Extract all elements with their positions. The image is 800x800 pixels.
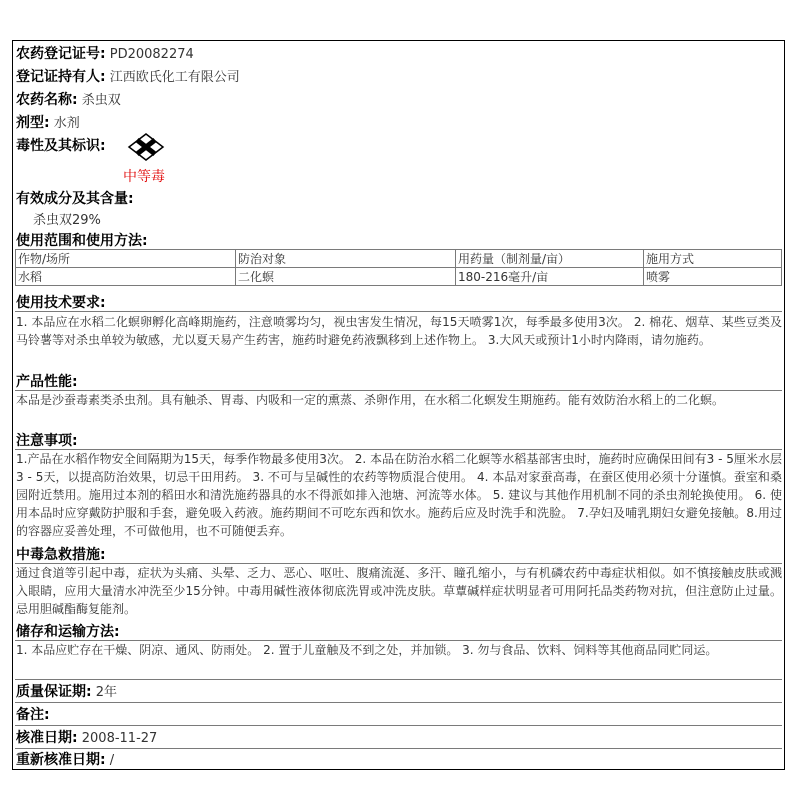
holder-label: 登记证持有人:: [16, 69, 106, 85]
divider: [15, 679, 782, 680]
reapprove-value: /: [109, 753, 115, 768]
reapprove-label: 重新核准日期:: [16, 752, 106, 768]
table-row: [16, 268, 782, 286]
divider: [15, 748, 782, 749]
aid-label: 中毒急救措施:: [16, 547, 106, 563]
toxicity-diamond-icon: [126, 132, 166, 162]
ingredient-label: 有效成分及其含量:: [16, 191, 134, 207]
reapprove-row: [16, 749, 114, 769]
usage-label: 使用范围和使用方法:: [16, 233, 148, 249]
storage-text: 1. 本品应贮存在干燥、阴凉、通风、防雨处。 2. 置于儿童触及不到之处，并加锁。 3. 勿与食品、饮料、饲料等其他商品同贮同运。: [16, 643, 718, 657]
registration-sheet: [12, 40, 785, 770]
notes-label: 注意事项:: [16, 433, 78, 449]
toxicity-label: 毒性及其标识:: [16, 138, 106, 154]
notes-text: 1.产品在水稻作物安全间隔期为15天，每季作物最多使用3次。 2. 本品在防治水稻二化螟等水稻基部害虫时，施药时应确保田间有3 - 5厘米水层3 - 5天，以提高防治效果，切忌干田用药。 3. 不可与呈碱性的农药等物质混合使用。 4. 本品对家蚕高毒，在蚕区使用必须十分谨慎。蚕室和桑园附近禁用。施用过本剂的稻田水和清洗施药器具的水不得派如排入池塘、河流等水体。 5. 建议与其他作用机制不同的杀虫剂轮换使用。 6. 使用本品时应穿戴防护服和手套，避免吸入药液。施药期间不可吃东西和饮水。施药后应及时洗手和洗脸。 7.孕妇及哺乳期妇女避免接触。8.用过的容器应妥善处理，不可做他用，也不可随便丢弃。: [16, 452, 782, 538]
holder-value: 江西欧氏化工有限公司: [109, 70, 240, 85]
ingredient-row: [16, 188, 134, 208]
divider: [15, 311, 782, 312]
cell-target: 二化螟: [236, 268, 456, 286]
reg-no-label: 农药登记证号:: [16, 46, 106, 62]
usage-table: [15, 249, 782, 286]
divider: [15, 725, 782, 726]
form-row: [16, 112, 80, 132]
tech-text: 1. 本品应在水稻二化螟卵孵化高峰期施药，注意喷雾均匀，视虫害发生情况，每15天喷雾1次，每季最多使用3次。 2. 棉花、烟草、某些豆类及马铃薯等对杀虫单较为敏感，尤以夏天易产生药害，施药时避免药液飘移到上述作物上。 3.大风天或预计1小时内降雨，请勿施药。: [16, 315, 782, 347]
aid-text: 通过食道等引起中毒，症状为头痛、头晕、乏力、恶心、呕吐、腹痛流涎、多汗、瞳孔缩小，与有机磷农药中毒症状相似。如不慎接触皮肤或溅入眼睛，应用大量清水冲洗至少15分钟。中毒用碱性液体彻底洗胃或冲洗皮肤。草蕈碱样症状明显者可用阿托品类药物对抗，但注意防止过量。忌用胆碱酯酶复能剂。: [16, 566, 782, 616]
name-label: 农药名称:: [16, 92, 78, 108]
header-dosage: 用药量（制剂量/亩）: [456, 250, 644, 268]
shelf-value: 2年: [95, 685, 118, 700]
ingredient-value: 杀虫双29%: [33, 213, 101, 228]
header-crop: 作物/场所: [16, 250, 236, 268]
approve-row: [16, 727, 157, 747]
cell-crop: 水稻: [16, 268, 236, 286]
header-method: 施用方式: [644, 250, 782, 268]
holder-row: [16, 66, 240, 86]
name-value: 杀虫双: [81, 93, 121, 108]
toxicity-row: [16, 135, 106, 155]
cell-method: 喷雾: [644, 268, 782, 286]
shelf-row: [16, 681, 117, 701]
approve-value: 2008-11-27: [81, 731, 158, 746]
reg-no-row: [16, 43, 194, 63]
reg-no-value: PD20082274: [109, 47, 194, 62]
divider: [15, 702, 782, 703]
header-target: 防治对象: [236, 250, 456, 268]
perf-label: 产品性能:: [16, 374, 78, 390]
name-row: [16, 89, 121, 109]
table-header-row: [16, 250, 782, 268]
perf-text: 本品是沙蚕毒素类杀虫剂。具有触杀、胃毒、内吸和一定的熏蒸、杀卵作用，在水稻二化螟发生期施药。能有效防治水稻上的二化螟。: [16, 393, 725, 407]
form-label: 剂型:: [16, 115, 50, 131]
form-value: 水剂: [53, 116, 80, 131]
cell-dosage: 180-216毫升/亩: [456, 268, 644, 286]
remark-label: 备注:: [16, 707, 50, 723]
remark-row: [16, 704, 50, 724]
shelf-label: 质量保证期:: [16, 684, 92, 700]
approve-label: 核准日期:: [16, 730, 78, 746]
tech-label: 使用技术要求:: [16, 295, 106, 311]
storage-label: 储存和运输方法:: [16, 624, 120, 640]
toxicity-value: 中等毒: [123, 169, 165, 185]
